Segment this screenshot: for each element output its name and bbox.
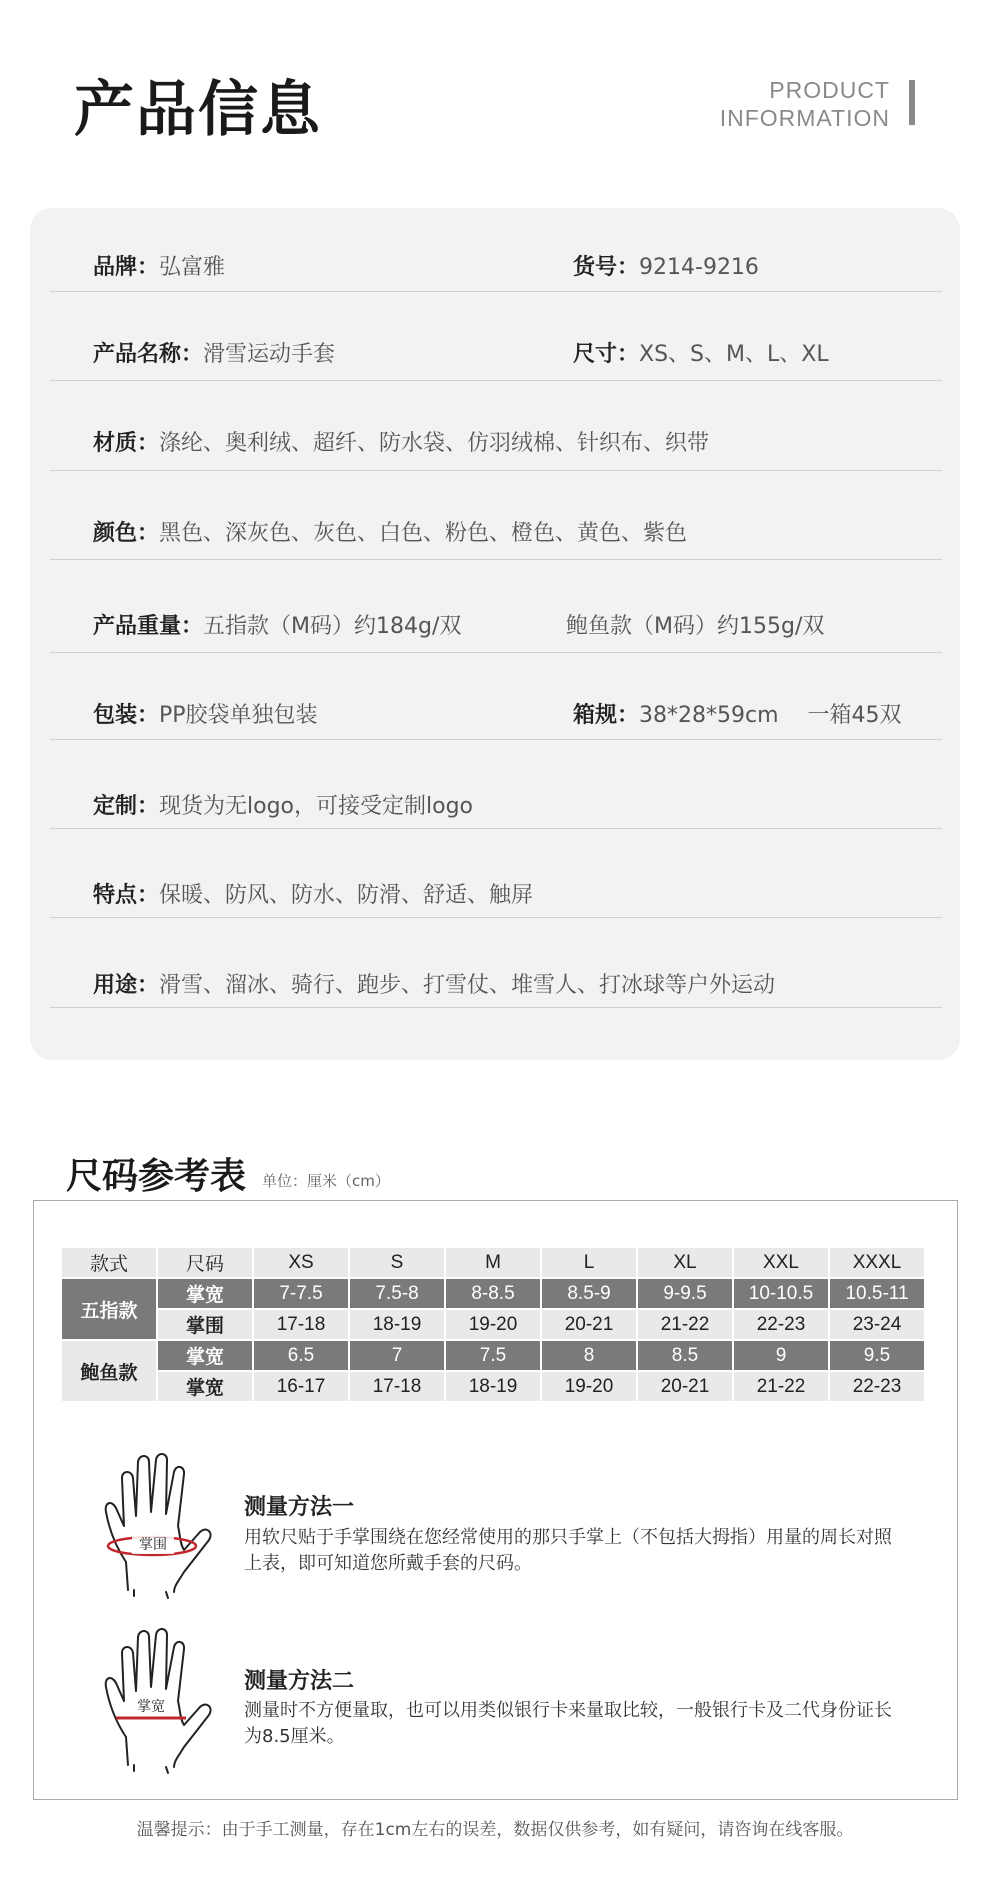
info-row-package <box>50 652 942 740</box>
hand-palm-width-icon <box>96 1625 222 1775</box>
material-label: 材质： <box>93 431 160 456</box>
carton-label: 箱规： <box>573 703 640 728</box>
table-cell: 22-23 <box>734 1310 828 1339</box>
hand1-label: 掌围 <box>139 1537 167 1553</box>
method-1-text: 用软尺贴于手掌围绕在您经常使用的那只手掌上（不包括大拇指）用量的周长对照上表，即可知道您所戴手套的尺码。 <box>244 1527 892 1574</box>
table-header-row <box>62 1248 924 1277</box>
color-value: 黑色、深灰色、灰色、白色、粉色、橙色、黄色、紫色 <box>159 521 688 546</box>
size-header: XXXL <box>830 1248 924 1277</box>
table-cell: 9 <box>734 1341 828 1370</box>
size-header: XS <box>254 1248 348 1277</box>
size-header: S <box>350 1248 444 1277</box>
usage-value: 滑雪、溜冰、骑行、跑步、打雪仗、堆雪人、打冰球等户外运动 <box>159 973 776 998</box>
feature-value: 保暖、防风、防水、防滑、舒适、触屏 <box>159 883 534 908</box>
row-label: 掌宽 <box>158 1279 252 1308</box>
size-chart-unit: 单位：厘米（cm） <box>262 1172 390 1190</box>
table-row <box>62 1279 924 1308</box>
info-row-brand <box>50 208 942 292</box>
table-cell: 8-8.5 <box>446 1279 540 1308</box>
table-cell: 20-21 <box>638 1372 732 1401</box>
table-cell: 8 <box>542 1341 636 1370</box>
table-row <box>62 1310 924 1339</box>
brand-value: 弘富雅 <box>159 255 226 280</box>
table-cell: 21-22 <box>734 1372 828 1401</box>
page-title-en <box>720 76 890 132</box>
info-row-usage <box>50 917 942 1008</box>
size-table <box>60 1246 926 1403</box>
table-cell: 9-9.5 <box>638 1279 732 1308</box>
size-header: XL <box>638 1248 732 1277</box>
custom-label: 定制： <box>93 794 160 819</box>
group-abalone: 鲍鱼款 <box>62 1341 156 1401</box>
size-header: L <box>542 1248 636 1277</box>
table-cell: 17-18 <box>254 1310 348 1339</box>
package-label: 包装： <box>93 703 160 728</box>
table-cell: 19-20 <box>542 1372 636 1401</box>
info-row-custom <box>50 739 942 829</box>
size-header: M <box>446 1248 540 1277</box>
hand2-label: 掌宽 <box>137 1699 165 1715</box>
table-row <box>62 1341 924 1370</box>
custom-value: 现货为无logo，可接受定制logo <box>159 794 474 819</box>
package-value: PP胶袋单独包装 <box>159 703 318 728</box>
size-value: XS、S、M、L、XL <box>639 342 829 367</box>
row-label: 掌围 <box>158 1310 252 1339</box>
weight-value-2: 鲍鱼款（M码）约155g/双 <box>566 614 825 639</box>
table-cell: 23-24 <box>830 1310 924 1339</box>
table-cell: 19-20 <box>446 1310 540 1339</box>
product-info-card <box>30 208 960 1060</box>
size-label: 尺寸： <box>573 342 640 367</box>
size-header: XXL <box>734 1248 828 1277</box>
name-value: 滑雪运动手套 <box>203 342 336 367</box>
info-row-weight <box>50 559 942 653</box>
row-label: 掌宽 <box>158 1372 252 1401</box>
table-cell: 20-21 <box>542 1310 636 1339</box>
group-five-finger: 五指款 <box>62 1279 156 1339</box>
info-row-color <box>50 470 942 560</box>
weight-label: 产品重量： <box>93 614 204 639</box>
info-row-material <box>50 380 942 471</box>
footer-note: 温馨提示：由于手工测量，存在1cm左右的误差，数据仅供参考，如有疑问，请咨询在线客服。 <box>136 1820 854 1840</box>
title-en-line1: PRODUCT <box>769 77 890 103</box>
row-label: 掌宽 <box>158 1341 252 1370</box>
table-cell: 21-22 <box>638 1310 732 1339</box>
brand-label: 品牌： <box>93 255 160 280</box>
material-value: 涤纶、奥利绒、超纤、防水袋、仿羽绒棉、针织布、织带 <box>159 431 710 456</box>
title-en-line2: INFORMATION <box>719 105 890 131</box>
table-cell: 8.5 <box>638 1341 732 1370</box>
info-row-name <box>50 291 942 381</box>
weight-value-1: 五指款（M码）约184g/双 <box>203 614 462 639</box>
table-cell: 7 <box>350 1341 444 1370</box>
sku-value: 9214-9216 <box>639 255 759 280</box>
table-cell: 7-7.5 <box>254 1279 348 1308</box>
table-cell: 6.5 <box>254 1341 348 1370</box>
table-cell: 17-18 <box>350 1372 444 1401</box>
hand-palm-girth-icon <box>96 1450 222 1600</box>
carton-value: 38*28*59cm 一箱45双 <box>639 703 902 728</box>
method-2-text: 测量时不方便量取，也可以用类似银行卡来量取比较，一般银行卡及二代身份证长为8.5厘米。 <box>244 1700 892 1747</box>
sku-label: 货号： <box>573 255 640 280</box>
col-size-header: 尺码 <box>158 1248 252 1277</box>
table-cell: 10.5-11 <box>830 1279 924 1308</box>
page-title: 产品信息 <box>74 75 322 145</box>
table-cell: 22-23 <box>830 1372 924 1401</box>
info-row-feature <box>50 828 942 918</box>
table-cell: 18-19 <box>446 1372 540 1401</box>
name-label: 产品名称： <box>93 342 204 367</box>
method-1-title: 测量方法一 <box>244 1495 355 1520</box>
method-2-title: 测量方法二 <box>244 1669 355 1694</box>
table-cell: 7.5 <box>446 1341 540 1370</box>
table-cell: 7.5-8 <box>350 1279 444 1308</box>
size-chart-title: 尺码参考表 <box>66 1156 247 1197</box>
table-cell: 18-19 <box>350 1310 444 1339</box>
table-cell: 10-10.5 <box>734 1279 828 1308</box>
col-style-header: 款式 <box>62 1248 156 1277</box>
title-accent-bar <box>909 80 915 125</box>
table-cell: 16-17 <box>254 1372 348 1401</box>
feature-label: 特点： <box>93 883 160 908</box>
color-label: 颜色： <box>93 521 160 546</box>
table-row <box>62 1372 924 1401</box>
usage-label: 用途： <box>93 973 160 998</box>
table-cell: 9.5 <box>830 1341 924 1370</box>
table-cell: 8.5-9 <box>542 1279 636 1308</box>
